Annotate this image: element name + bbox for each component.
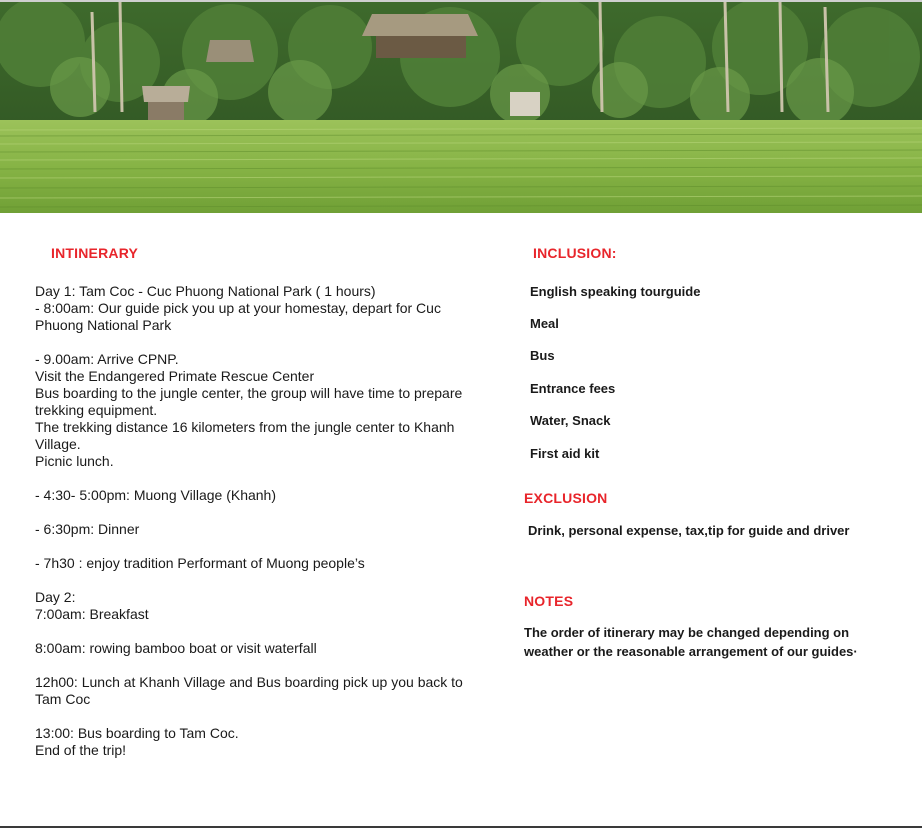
itinerary-line: Bus boarding to the jungle center, the group will have time to prepare trekking equipment.	[35, 385, 463, 418]
notes-title: NOTES	[524, 593, 574, 609]
exclusion-title: EXCLUSION	[524, 490, 608, 506]
notes-text: The order of itinerary may be changed depending on weather or the reasonable arrangement of our guides·	[524, 625, 858, 659]
itinerary-line: - 4:30- 5:00pm: Muong Village (Khanh)	[35, 487, 276, 503]
itinerary-spacer	[35, 334, 485, 351]
itinerary-line: - 6:30pm: Dinner	[35, 521, 140, 537]
itinerary-spacer	[35, 657, 485, 674]
inclusion-item: Bus	[530, 348, 555, 363]
itinerary-line: Day 2:	[35, 589, 76, 605]
itinerary-line: 13:00: Bus boarding to Tam Coc.	[35, 725, 239, 741]
itinerary-line: Picnic lunch.	[35, 453, 114, 469]
inclusion-item: Water, Snack	[530, 413, 611, 428]
inclusion-item: English speaking tourguide	[530, 284, 701, 299]
itinerary-spacer	[35, 504, 485, 521]
itinerary-spacer	[35, 623, 485, 640]
itinerary-line: Day 1: Tam Coc - Cuc Phuong National Park ( 1 hours)	[35, 283, 376, 299]
itinerary-line: Visit the Endangered Primate Rescue Center	[35, 368, 315, 384]
itinerary-line: The trekking distance 16 kilometers from the jungle center to Khanh Village.	[35, 419, 455, 452]
inclusion-title: INCLUSION:	[533, 245, 617, 261]
itinerary-line: 12h00: Lunch at Khanh Village and Bus boarding pick up you back to Tam Coc	[35, 674, 463, 707]
itinerary-line: - 8:00am: Our guide pick you up at your homestay, depart for Cuc Phuong National Park	[35, 300, 441, 333]
rice-field-illustration	[0, 2, 922, 213]
itinerary-text	[35, 283, 485, 759]
exclusion-text: Drink, personal expense, tax,tip for guide and driver	[528, 523, 850, 538]
itinerary-title: INTINERARY	[51, 245, 139, 261]
itinerary-line: 8:00am: rowing bamboo boat or visit waterfall	[35, 640, 317, 656]
bottom-divider	[0, 826, 922, 828]
itinerary-line: 7:00am: Breakfast	[35, 606, 149, 622]
itinerary-spacer	[35, 708, 485, 725]
itinerary-line: - 9.00am: Arrive CPNP.	[35, 351, 179, 367]
itinerary-spacer	[35, 572, 485, 589]
itinerary-spacer	[35, 538, 485, 555]
hero-image	[0, 0, 922, 213]
inclusion-item: Entrance fees	[530, 381, 616, 396]
inclusion-item: First aid kit	[530, 446, 600, 461]
itinerary-line: End of the trip!	[35, 742, 127, 758]
inclusion-item: Meal	[530, 316, 559, 331]
itinerary-spacer	[35, 470, 485, 487]
itinerary-line: - 7h30 : enjoy tradition Performant of Muong people’s	[35, 555, 365, 571]
